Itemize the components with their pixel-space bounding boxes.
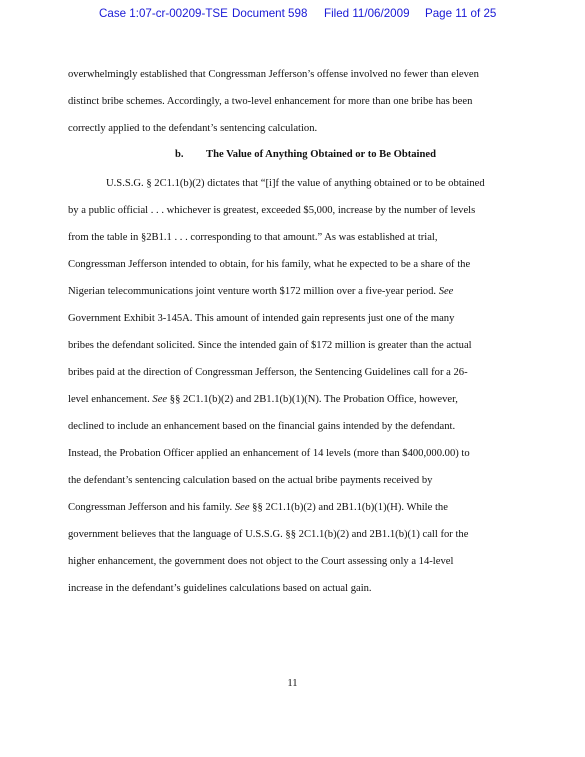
text-line: Government Exhibit 3-145A. This amount of intended gain represents just one of the many [68,313,455,324]
page-count: Page 11 of 25 [425,7,497,20]
text-run: Nigerian telecommunications joint venture worth $172 million over a five-year period. [68,286,439,297]
text-line: from the table in §2B1.1 . . . corresponding to that amount.” As was established at trial, [68,232,438,243]
text-line: bribes paid at the direction of Congressman Jefferson, the Sentencing Guidelines call for a 26- [68,367,468,378]
text-run: §§ 2C1.1(b)(2) and 2B1.1(b)(1)(N). The Probation Office, however, [167,394,458,405]
text-line: bribes the defendant solicited. Since the intended gain of $172 million is greater than the actual [68,340,472,351]
text-line: correctly applied to the defendant’s sentencing calculation. [68,123,318,134]
text-line: overwhelmingly established that Congressman Jefferson’s offense involved no fewer than eleven [68,69,479,80]
text-line: by a public official . . . whichever is greatest, exceeded $5,000, increase by the number of levels [68,205,476,216]
text-line: Congressman Jefferson intended to obtain, for his family, what he expected to be a share of the [68,259,471,270]
text-line [68,394,458,406]
citation-signal: See [152,394,168,405]
text-run: level enhancement. [68,394,153,405]
text-line: increase in the defendant’s guidelines calculations based on actual gain. [68,583,372,594]
text-line: U.S.S.G. § 2C1.1(b)(2) dictates that “[i]f the value of anything obtained or to be obtained [106,178,485,189]
text-line [68,286,453,298]
text-line: government believes that the language of U.S.S.G. §§ 2C1.1(b)(2) and 2B1.1(b)(1) call for the [68,529,469,540]
text-line: the defendant’s sentencing calculation based on the actual bribe payments received by [68,475,433,486]
citation-signal: See [234,502,250,513]
text-line [68,502,448,514]
filed-date: Filed 11/06/2009 [324,7,410,20]
page-number: 11 [287,678,298,689]
text-run: §§ 2C1.1(b)(2) and 2B1.1(b)(1)(H). While the [249,502,448,513]
section-title: The Value of Anything Obtained or to Be Obtained [206,149,436,160]
section-letter: b. [175,149,184,160]
text-line: distinct bribe schemes. Accordingly, a two-level enhancement for more than one bribe has been [68,96,473,107]
document-number: Document 598 [232,7,308,20]
text-line: higher enhancement, the government does not object to the Court assessing only a 14-level [68,556,454,567]
text-line: Instead, the Probation Officer applied an enhancement of 14 levels (more than $400,000.00) to [68,448,470,459]
citation-signal: See [438,286,454,297]
text-run: Congressman Jefferson and his family. [68,502,235,513]
text-line: declined to include an enhancement based on the financial gains intended by the defendant. [68,421,456,432]
case-number: Case 1:07-cr-00209-TSE [99,7,228,20]
